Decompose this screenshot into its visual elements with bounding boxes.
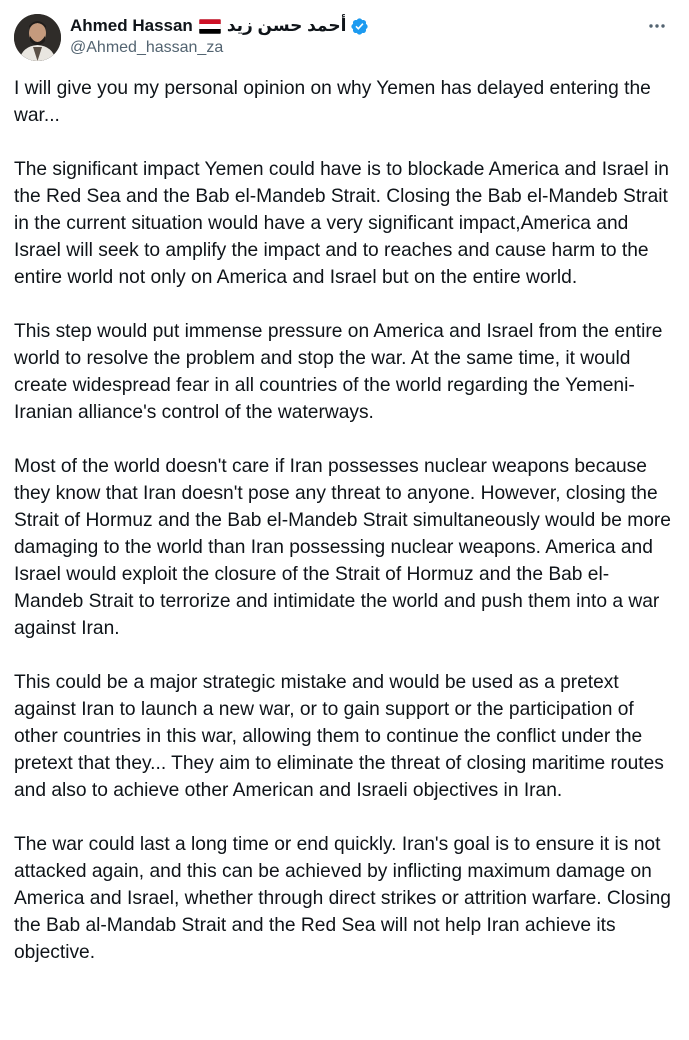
author-name-line [70, 15, 369, 37]
display-name[interactable]: Ahmed Hassan [70, 16, 193, 35]
yemen-flag-icon [199, 19, 221, 34]
more-options-icon[interactable] [645, 16, 669, 36]
verified-badge-icon[interactable] [350, 17, 369, 36]
author-info [70, 15, 369, 57]
post-paragraph: The war could last a long time or end quickly. Iran's goal is to ensure it is not attacked again, and this can be achieved by inflicting maximum damage on America and Israel, whether through direct strikes or attrition warfare. Closing the Bab al-Mandab Strait and the Red Sea will not help Iran achieve its objective. [14, 834, 671, 963]
post-body [14, 75, 674, 993]
post-paragraph: This could be a major strategic mistake and would be used as a pretext against Iran to launch a new war, or to gain support or the participation of other countries in this war, allowing them to continue the conflict under the pretext that they... They aim to eliminate the threat of closing maritime routes and also to achieve other American and Israeli objectives in Iran. [14, 672, 664, 801]
post-paragraph: This step would put immense pressure on America and Israel from the entire world to resolve the problem and stop the war. At the same time, it would create widespread fear in all countries of the world regarding the Yemeni-Iranian alliance's control of the waterways. [14, 321, 663, 423]
post-paragraph: Most of the world doesn't care if Iran possesses nuclear weapons because they know that Iran doesn't pose any threat to anyone. However, closing the Strait of Hormuz and the Bab el-Mandeb Strait simultaneously would be more damaging to the world than Iran possessing nuclear weapons. America and Israel would exploit the closure of the Strait of Hormuz and the Bab el-Mandeb Strait to terrorize and intimidate the world and push them into a war against Iran. [14, 456, 671, 639]
avatar[interactable] [14, 14, 61, 61]
author-handle[interactable]: @Ahmed_hassan_za [70, 39, 224, 56]
post-header [14, 12, 675, 62]
arabic-display-name[interactable]: أحمد حسن زيد [226, 16, 347, 35]
post-paragraph: I will give you my personal opinion on why Yemen has delayed entering the war... [14, 78, 651, 126]
post-paragraph: The significant impact Yemen could have is to blockade America and Israel in the Red Sea and the Bab el-Mandeb Strait. Closing the Bab el-Mandeb Strait in the current situation would have a very significant impact,America and Israel will seek to amplify the impact and to reaches and cause harm to the entire world not only on America and Israel but on the entire world. [14, 159, 669, 288]
